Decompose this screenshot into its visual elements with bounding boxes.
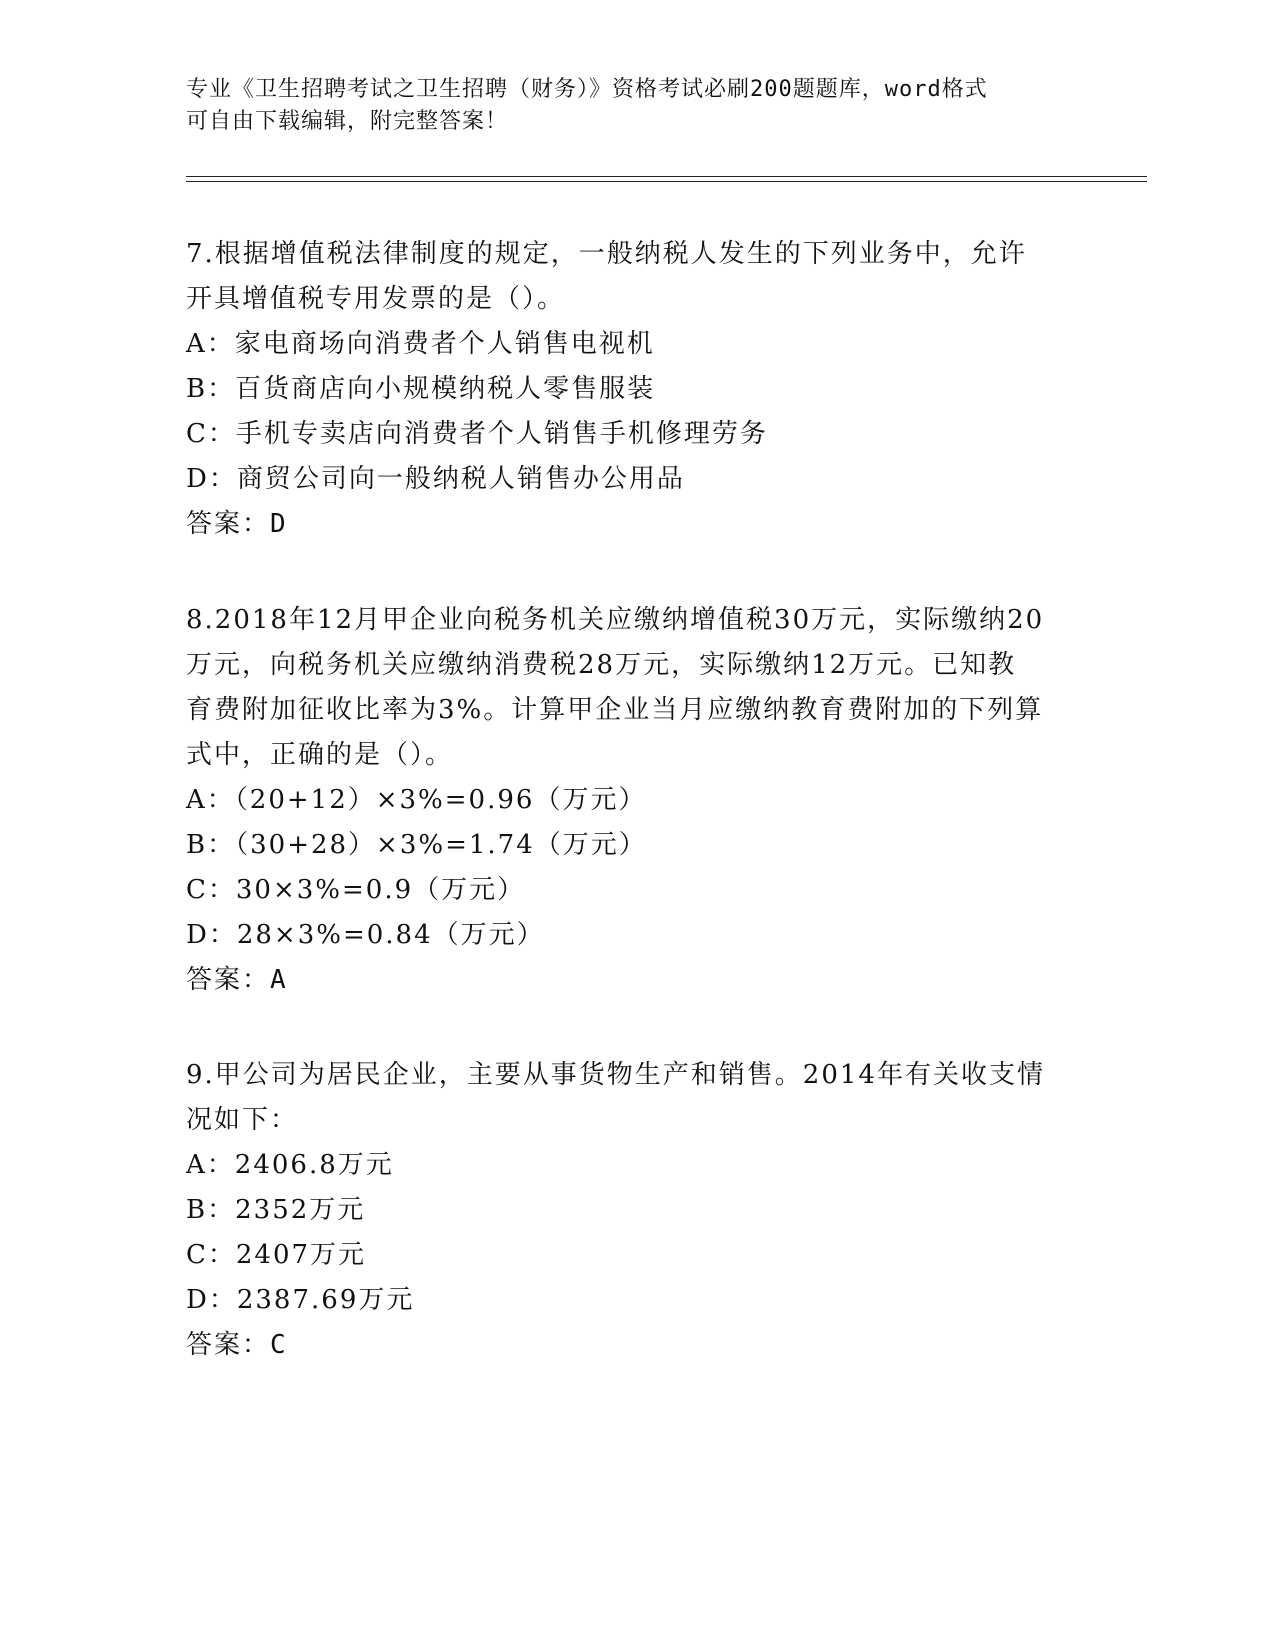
question-8 — [186, 598, 1066, 1003]
question-stem-line: 育费附加征收比率为3%。计算甲企业当月应缴纳教育费附加的下列算 — [186, 695, 1044, 725]
question-stem-line: 况如下： — [186, 1105, 299, 1135]
question-stem-line: 7.根据增值税法律制度的规定，一般纳税人发生的下列业务中，允许 — [186, 239, 1027, 269]
option-a: A：（20+12）×3%=0.96（万元） — [186, 785, 647, 815]
option-a: A：家电商场向消费者个人销售电视机 — [186, 329, 655, 359]
option-d: D：28×3%=0.84（万元） — [186, 920, 545, 950]
answer: 答案：A — [186, 965, 288, 995]
option-a: A：2406.8万元 — [186, 1150, 394, 1180]
option-c: C：30×3%=0.9（万元） — [186, 875, 526, 905]
question-9 — [186, 1053, 1066, 1368]
header-line-1: 专业《卫生招聘考试之卫生招聘（财务）》资格考试必刷200题题库，word格式 — [186, 77, 988, 102]
option-c: C：2407万元 — [186, 1240, 367, 1270]
header-line-2: 可自由下载编辑，附完整答案！ — [186, 109, 509, 134]
question-7 — [186, 232, 1066, 547]
question-stem-line: 8.2018年12月甲企业向税务机关应缴纳增值税30万元，实际缴纳20 — [186, 605, 1045, 635]
option-d: D：2387.69万元 — [186, 1285, 415, 1315]
option-b: B：（30+28）×3%=1.74（万元） — [186, 830, 647, 860]
header-divider-bottom — [186, 181, 1147, 182]
question-stem-line: 万元，向税务机关应缴纳消费税28万元，实际缴纳12万元。已知教 — [186, 650, 1017, 680]
answer: 答案：D — [186, 509, 288, 539]
answer: 答案：C — [186, 1330, 288, 1360]
question-stem-line: 式中，正确的是（）。 — [186, 740, 454, 770]
header-divider-top — [186, 176, 1147, 177]
option-b: B：百货商店向小规模纳税人零售服装 — [186, 374, 656, 404]
question-stem-line: 9.甲公司为居民企业，主要从事货物生产和销售。2014年有关收支情 — [186, 1060, 1045, 1090]
option-d: D：商贸公司向一般纳税人销售办公用品 — [186, 464, 685, 494]
option-c: C：手机专卖店向消费者个人销售手机修理劳务 — [186, 419, 768, 449]
document-header — [186, 74, 1086, 138]
question-stem-line: 开具增值税专用发票的是（）。 — [186, 284, 566, 314]
option-b: B：2352万元 — [186, 1195, 366, 1225]
